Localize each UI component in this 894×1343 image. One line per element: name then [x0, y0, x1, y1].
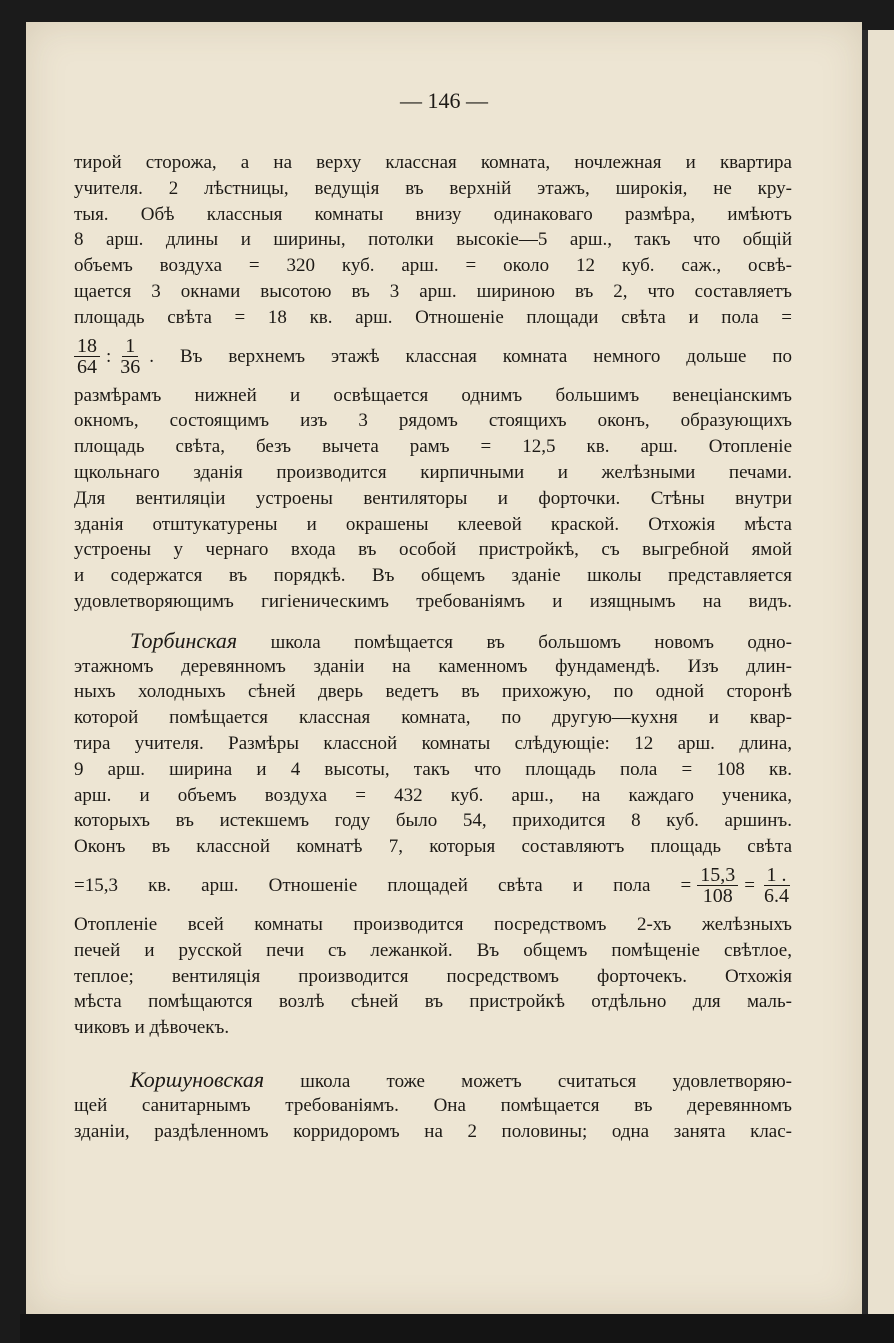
- text-line: теплое; вентиляція производится посредствомъ форточекъ. Отхожія: [74, 965, 792, 987]
- text-line: ныхъ холодныхъ сѣней дверь ведетъ въ прихожую, по одной сторонѣ: [74, 681, 792, 703]
- text-line: щается 3 окнами высотою въ 3 арш. шириною въ 2, что составляетъ: [74, 280, 792, 302]
- text-line: [74, 628, 792, 654]
- text-line: [74, 1067, 792, 1093]
- text-span: школа помѣщается въ большомъ новомъ одно-: [270, 631, 792, 653]
- fraction: [74, 336, 100, 377]
- text-span: школа тоже можетъ считаться удовлетворяю-: [300, 1070, 792, 1092]
- page-edge-right: [862, 30, 894, 1314]
- text-line: тира учителя. Размѣры классной комнаты слѣдующіе: 12 арш. длина,: [74, 732, 792, 754]
- text-line: тыя. Обѣ классныя комнаты внизу одинаковаго размѣра, имѣютъ: [74, 203, 792, 225]
- text-line: тирой сторожа, а на верху классная комната, ночлежная и квартира: [74, 152, 792, 173]
- text-line: Отопленіе всей комнаты производится посредствомъ 2-хъ желѣзныхъ: [74, 913, 792, 935]
- page-text: [74, 150, 792, 1144]
- page-number: — 146 —: [400, 88, 488, 113]
- page-edge-bottom: [20, 1314, 894, 1343]
- text-line: Оконъ въ классной комнатѣ 7, которыя составляютъ площадь свѣта: [74, 836, 792, 858]
- school-name: Коршуновская: [130, 1066, 265, 1092]
- text-line: и содержатся въ порядкѣ. Въ общемъ зданіе школы представляется: [74, 565, 792, 587]
- school-name: Торбинская: [130, 627, 238, 653]
- text-line: этажномъ деревянномъ зданіи на каменномъ фундамендѣ. Изъ длин-: [74, 655, 792, 677]
- text-line: площадь свѣта = 18 кв. арш. Отношеніе площади свѣта и пола =: [74, 306, 792, 328]
- fraction-denominator: 64: [77, 356, 97, 379]
- fraction-numerator: 15,3: [697, 865, 738, 886]
- text-line: устроены у чернаго входа въ особой пристройкѣ, съ выгребной ямой: [74, 539, 792, 561]
- text-line: Для вентиляціи устроены вентиляторы и форточки. Стѣны внутри: [74, 487, 792, 509]
- fraction-numerator: 1: [122, 336, 138, 357]
- fraction: [117, 336, 143, 377]
- text-line: которой помѣщается классная комната, по другую—кухня и квар-: [74, 707, 792, 729]
- fraction-numerator: 18: [74, 336, 100, 357]
- text-line: =15,3 кв. арш. Отношеніе площадей свѣта и пола =: [74, 874, 692, 896]
- text-line: щкольнаго зданія производится кирпичными и желѣзными печами.: [74, 461, 792, 483]
- fraction-denominator: 6.4: [764, 885, 789, 908]
- paragraph-3: [74, 1067, 792, 1144]
- paragraph-gap: [74, 615, 792, 628]
- fraction-line: [74, 331, 792, 383]
- paragraph-1: [74, 150, 792, 615]
- paragraph-gap: [74, 1041, 792, 1067]
- text-line: чиковъ и дѣвочекъ.: [74, 1017, 230, 1039]
- text-line: арш. и объемъ воздуха = 432 куб. арш., на каждаго ученика,: [74, 784, 792, 806]
- equals-sign: =: [744, 874, 755, 896]
- text-line: щей санитарнымъ требованіямъ. Она помѣщается въ деревянномъ: [74, 1094, 792, 1116]
- text-line: окномъ, состоящимъ изъ 3 рядомъ стоящихъ оконъ, образующихъ: [74, 410, 792, 432]
- fraction: [761, 865, 792, 906]
- fraction: [697, 865, 738, 906]
- fraction-line: [74, 860, 792, 912]
- text-line: зданіи, раздѣленномъ корридоромъ на 2 половины; одна занята клас-: [74, 1120, 792, 1142]
- fraction-denominator: 108: [702, 885, 733, 908]
- paragraph-2: [74, 628, 792, 1041]
- text-line: 8 арш. длины и ширины, потолки высокіе—5 арш., такъ что общій: [74, 229, 792, 251]
- book-page: [26, 22, 862, 1314]
- text-line: 9 арш. ширина и 4 высоты, такъ что площадь пола = 108 кв.: [74, 758, 792, 780]
- text-line: удовлетворяющимъ гигіеническимъ требованіямъ и изящнымъ на видъ.: [74, 590, 792, 612]
- text-line: учителя. 2 лѣстницы, ведущія въ верхній этажъ, широкія, не кру-: [74, 177, 792, 199]
- text-line: площадь свѣта, безъ вычета рамъ = 12,5 кв. арш. Отопленіе: [74, 436, 792, 458]
- text-line: которыхъ въ истекшемъ году было 54, приходится 8 куб. аршинъ.: [74, 810, 792, 832]
- text-line: печей и русской печи съ лежанкой. Въ общемъ помѣщеніе свѣтлое,: [74, 939, 792, 961]
- fraction-denominator: 36: [120, 356, 141, 379]
- text-line: размѣрамъ нижней и освѣщается однимъ большимъ венеціанскимъ: [74, 384, 792, 406]
- fraction-numerator: 1 .: [764, 865, 790, 886]
- text-line: . Въ верхнемъ этажѣ классная комната немного дольше по: [149, 345, 792, 367]
- text-line: объемъ воздуха = 320 куб. арш. = около 12 куб. саж., освѣ-: [74, 255, 792, 277]
- text-line: мѣста помѣщаются возлѣ сѣней въ пристройкѣ отдѣльно для маль-: [74, 991, 792, 1013]
- text-line: зданія отштукатурены и окрашены клеевой краской. Отхожія мѣста: [74, 513, 792, 535]
- ratio-colon: :: [106, 345, 112, 367]
